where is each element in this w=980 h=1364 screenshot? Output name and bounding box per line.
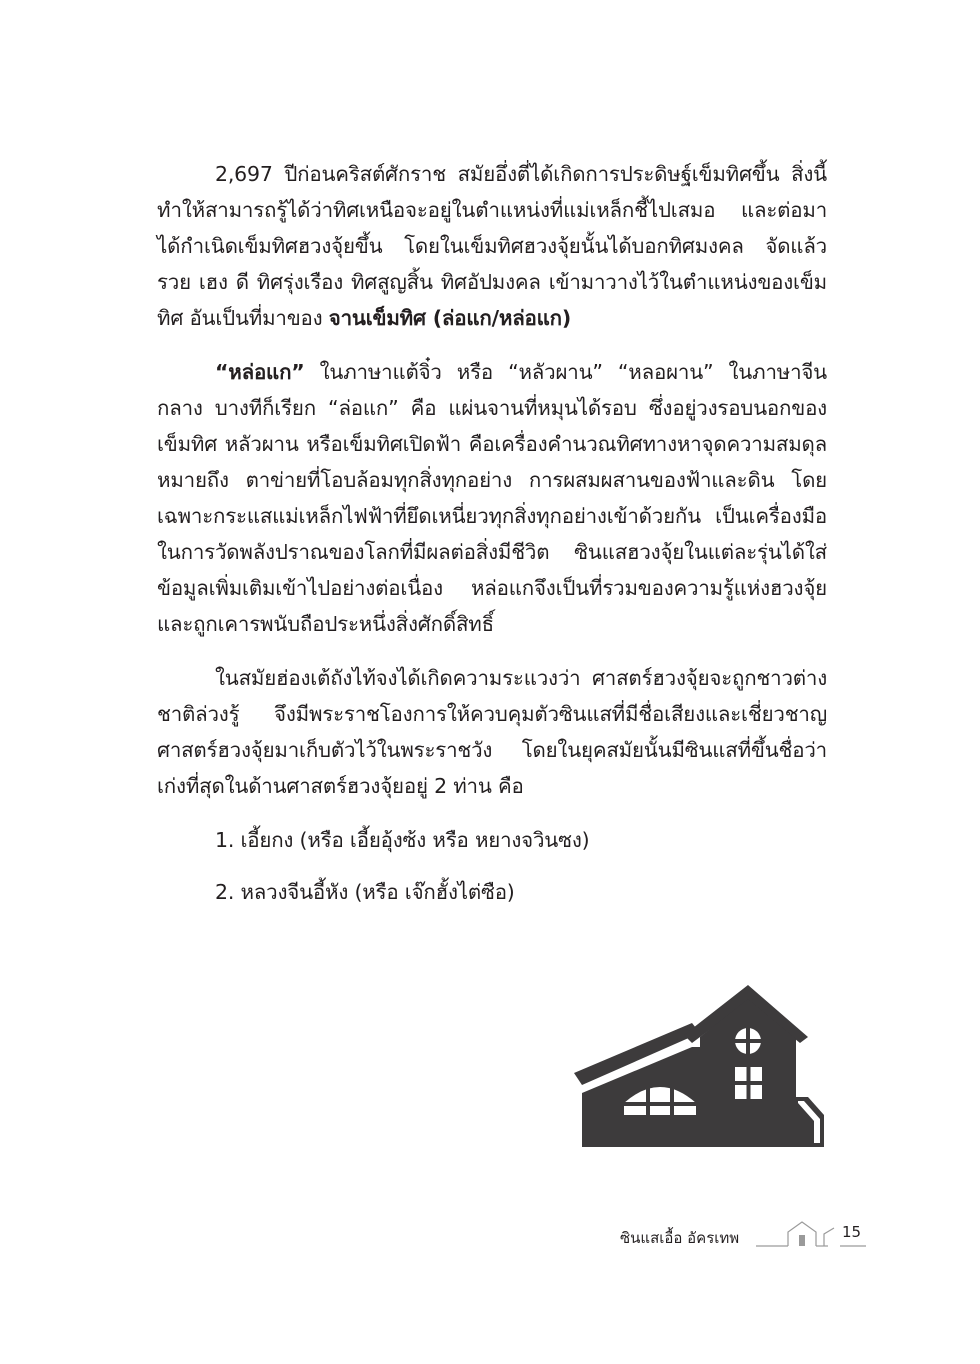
footer-author: ซินแสเอื้อ อัครเทพ [620, 1229, 740, 1247]
body-text [157, 156, 827, 926]
bold-term-compass-plate: จานเข็มทิศ (ล่อแก/หล่อแก) [328, 306, 572, 330]
bold-term-luopan: “หล่อแก” [215, 360, 305, 384]
paragraph-tang-dynasty [157, 660, 827, 804]
paragraph-compass-history [157, 156, 827, 336]
paragraph-text: ในสมัยฮ่องเต้ถังไท้จงได้เกิดความระแวงว่า ศาสตร์ฮวงจุ้ยจะถูกชาวต่างชาติล่วงรู้ จึงมีพระราชโองการให้ควบคุมตัวซินแสที่มีชื่อเสียงและเชี่ยวชาญศาสตร์ฮวงจุ้ยมาเก็บตัวไว้ในพระราชวัง โดยในยุคสมัยนั้นมีซินแสที่ขึ้นชื่อว่าเก่งที่สุดในด้านศาสตร์ฮวงจุ้ยอยู่ 2 ท่าน คือ [157, 666, 827, 798]
house-icon [572, 985, 828, 1147]
page-number: 15 [842, 1223, 862, 1241]
list-item: 1. เอี้ยกง (หรือ เอี้ยอุ้งซ้ง หรือ หยางจวินซง) [215, 828, 590, 852]
paragraph-text: 2,697 ปีก่อนคริสต์ศักราช สมัยอึ่งตี่ได้เกิดการประดิษฐ์เข็มทิศขึ้น สิ่งนี้ทำให้สามารถรู้ได้ว่าทิศเหนือจะอยู่ในตำแหน่งที่แม่เหล็กชี้ไปเสมอ และต่อมาได้กำเนิดเข็มทิศฮวงจุ้ยขึ้น โดยในเข็มทิศฮวงจุ้ยนั้นได้บอกทิศมงคล จัดแล้วรวย เฮง ดี ทิศรุ่งเรือง ทิศสูญสิ้น ทิศอัปมงคล เข้ามาวางไว้ในตำแหน่งของเข็มทิศ อันเป็นที่มาของ [157, 162, 827, 330]
list-item: 2. หลวงจีนอี้หัง (หรือ เจ๊กฮั้งไต่ซือ) [215, 880, 515, 904]
paragraph-text: ในภาษาแต้จิ๋ว หรือ “หลัวผาน” “หลอผาน” ในภาษาจีนกลาง บางทีก็เรียก “ล่อแก” คือ แผ่นจานที่หมุนได้รอบ ซึ่งอยู่วงรอบนอกของเข็มทิศ หลัวผาน หรือเข็มทิศเปิดฟ้า คือเครื่องคำนวณทิศทางหาจุดความสมดุล หมายถึง ตาข่ายที่โอบล้อมทุกสิ่งทุกอย่าง การผสมผสานของฟ้าและดิน โดยเฉพาะกระแสแม่เหล็กไฟฟ้าที่ยึดเหนี่ยวทุกสิ่งทุกอย่างเข้าด้วยกัน เป็นเครื่องมือในการวัดพลังปราณของโลกที่มีผลต่อสิ่งมีชีวิต ซินแสฮวงจุ้ยในแต่ละรุ่นได้ใส่ข้อมูลเพิ่มเติมเข้าไปอย่างต่อเนื่อง หล่อแกจึงเป็นที่รวมของความรู้แห่งฮวงจุ้ย และถูกเคารพนับถือประหนึ่งสิ่งศักดิ์สิทธิ์ [157, 360, 827, 636]
paragraph-luopan-definition [157, 354, 827, 642]
page-footer [620, 1220, 870, 1256]
